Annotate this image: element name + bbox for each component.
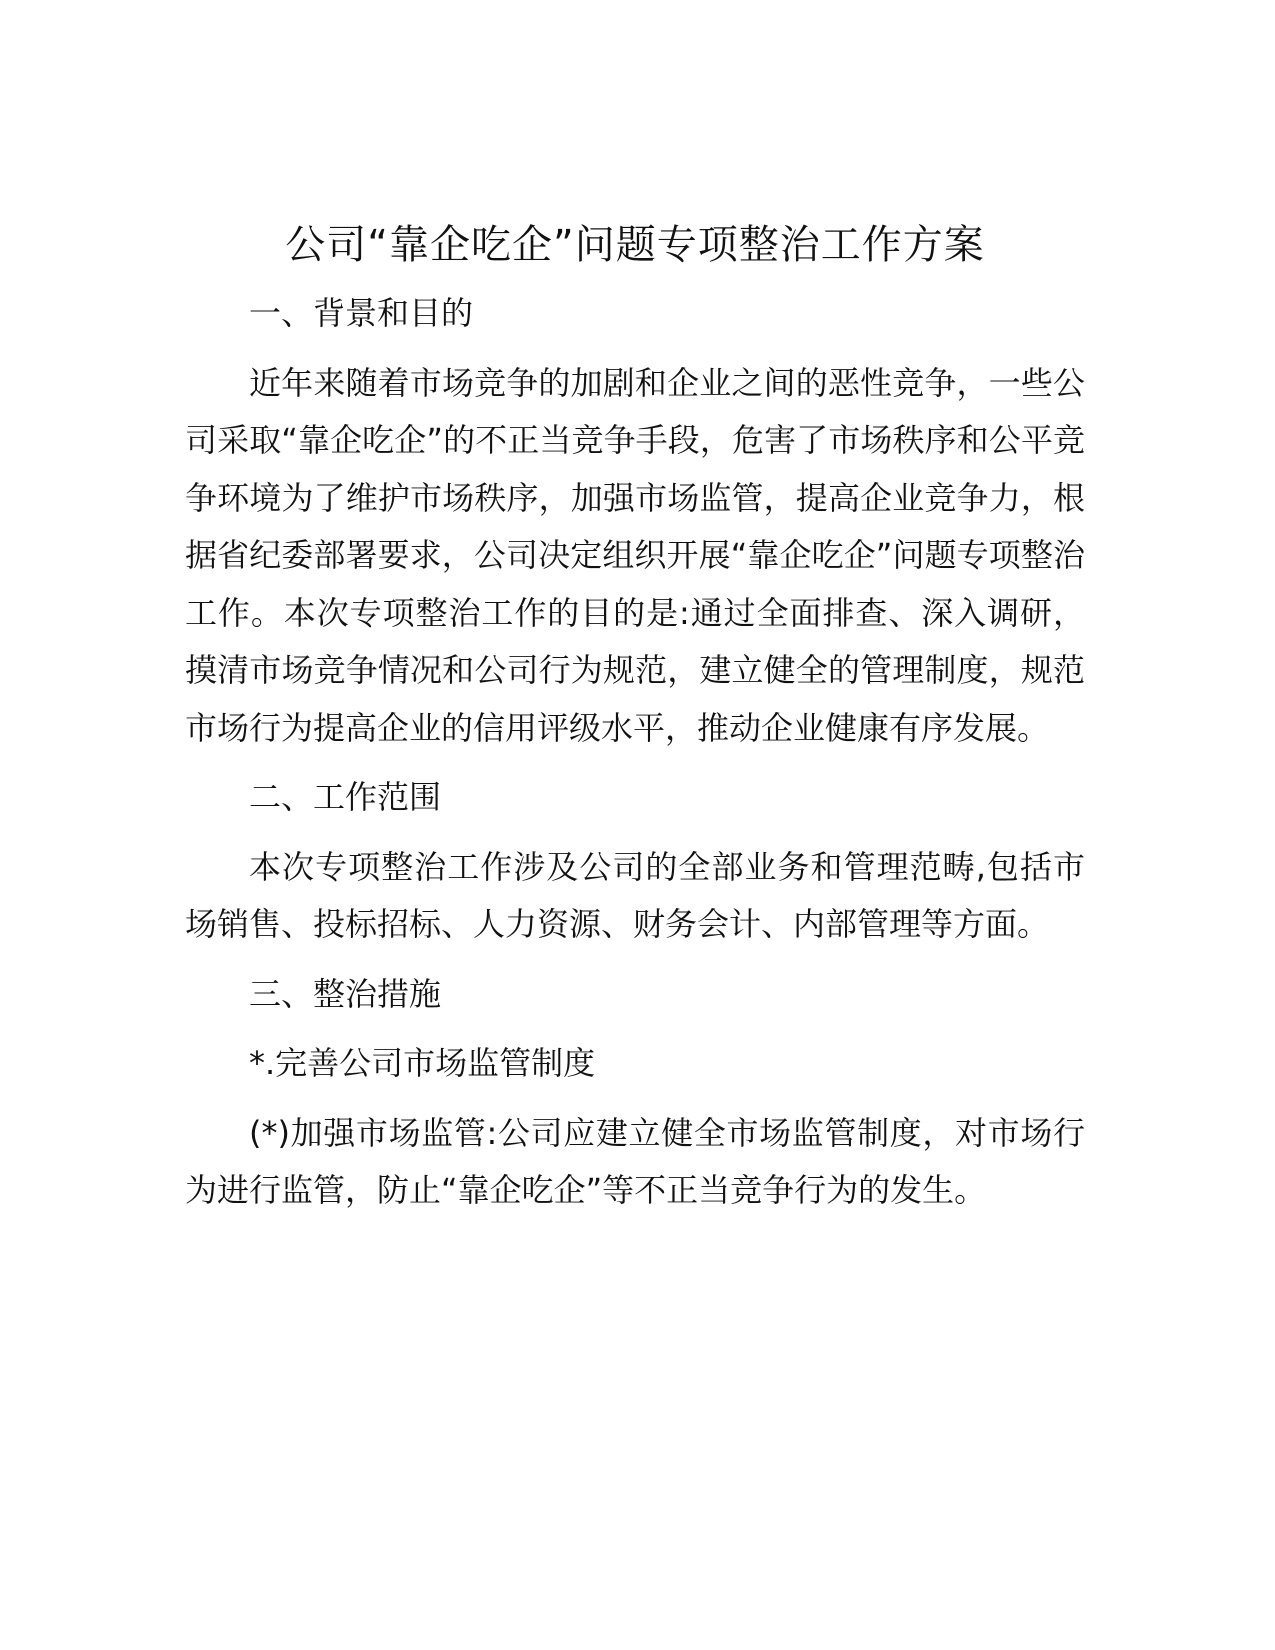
section-heading-background: 一、背景和目的	[249, 294, 474, 332]
paragraph-scope: 本次专项整治工作涉及公司的全部业务和管理范畴,包括市场销售、投标招标、人力资源、财务会计、内部管理等方面。	[185, 847, 1085, 943]
paragraph-background: 近年来随着市场竞争的加剧和企业之间的恶性竞争，一些公司采取“靠企吃企”的不正当竞争手段，危害了市场秩序和公平竞争环境为了维护市场秩序，加强市场监管，提高企业竞争力，根据省纪委部署要求，公司决定组织开展“靠企吃企”问题专项整治工作。本次专项整治工作的目的是:通过全面排查、深入调研，摸清市场竞争情况和公司行为规范，建立健全的管理制度，规范市场行为提高企业的信用评级水平，推动企业健康有序发展。	[185, 363, 1085, 747]
section-heading-scope: 二、工作范围	[249, 778, 442, 816]
document-body	[185, 215, 1085, 1232]
paragraph-measure-subheading: *.完善公司市场监管制度	[249, 1044, 596, 1082]
paragraph-measure-detail: (*)加强市场监管:公司应建立健全市场监管制度，对市场行为进行监管，防止“靠企吃企”等不正当竞争行为的发生。	[185, 1113, 1085, 1209]
document-title: 公司“靠企吃企”问题专项整治工作方案	[285, 222, 985, 268]
section-heading-measures: 三、整治措施	[249, 974, 442, 1013]
